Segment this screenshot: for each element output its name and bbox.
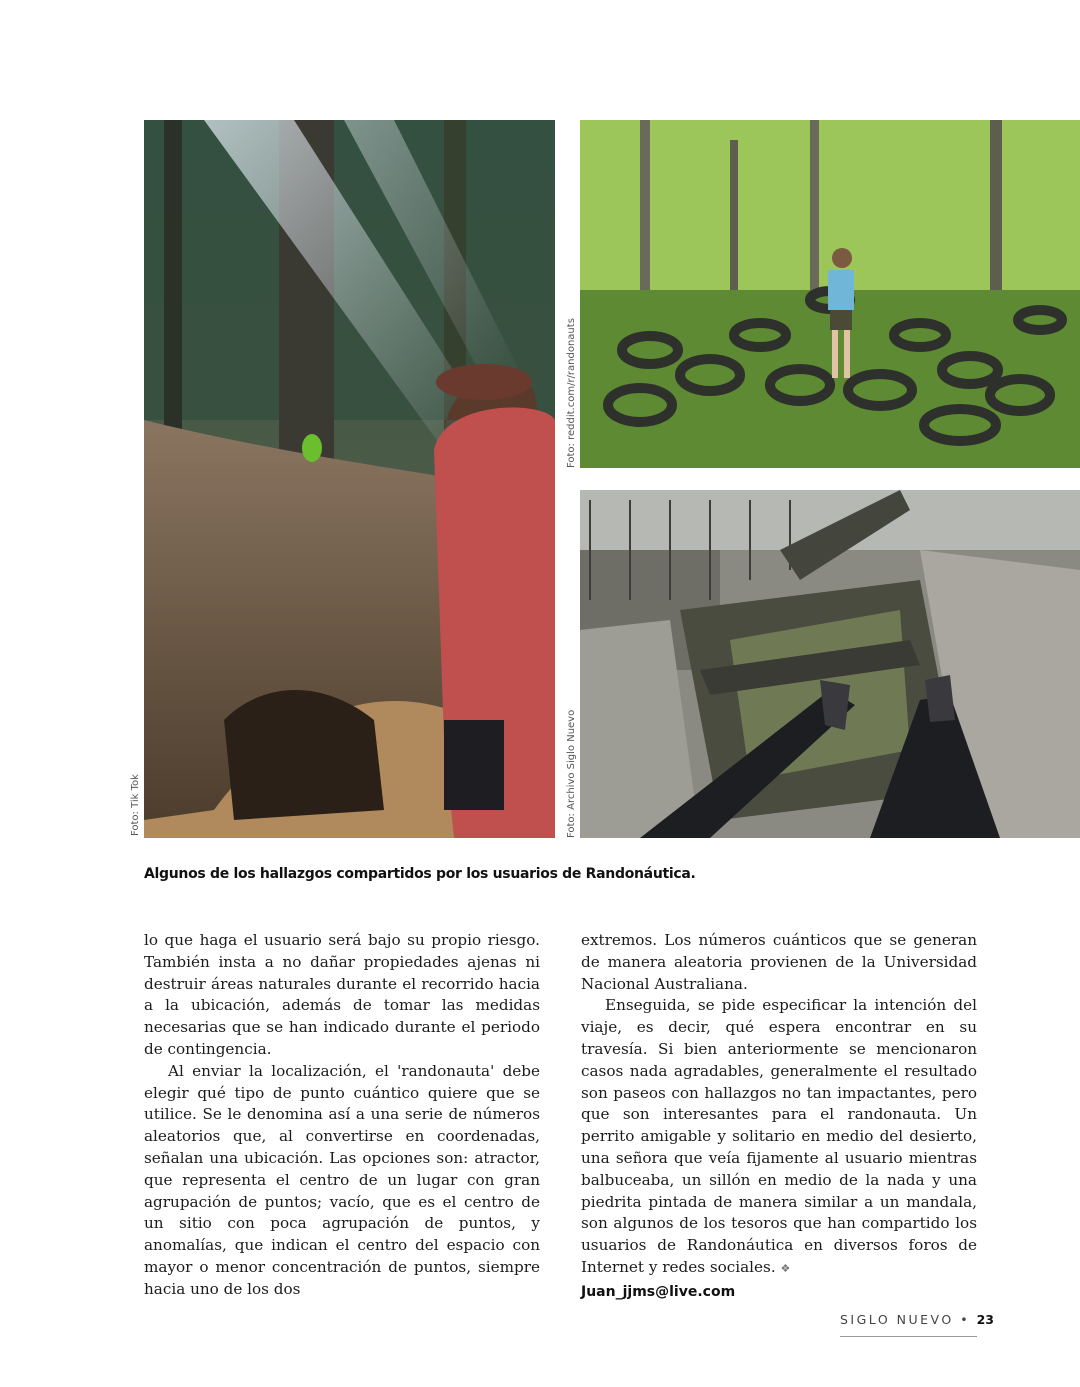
paragraph: Al enviar la localización, el 'randonauta' debe elegir qué tipo de punto cuántico quiere que se utilice. Se le denomina así a una serie de números aleatorios que, al convertirse en coordenadas, señalan una ubicación. Las opciones son: atractor, que representa el centro de un lugar con gran agrupación de puntos; vacío, que es el centro de un sitio con poca agrupación de puntos, y anomalías, que indican el centro del espacio con mayor o menor concentración de puntos, siempre hacia uno de los dos: [144, 1061, 540, 1298]
article-column-left: [144, 930, 540, 1301]
footer-rule: [840, 1336, 977, 1337]
paragraph-text: Enseguida, se pide especificar la intención del viaje, es decir, qué espera encontrar en su travesía. Si bien anteriormente se mencionaron casos nada agradables, generalmente el resultado son paseos con hallazgos no tan impactantes, pero que son interesantes para el randonauta. Un perrito amigable y solitario en medio del desierto, una señora que veía fijamente al usuario mientras balbuceaba, un sillón en medio de la nada y una piedrita pintada de manera similar a un mandala, son algunos de los tesoros que han compartido los usuarios de Randonáutica en diversos foros de Internet y redes sociales.: [581, 996, 977, 1276]
photo-credit-archivo: Foto: Archivo Siglo Nuevo: [566, 709, 577, 838]
paragraph: extremos. Los números cuánticos que se generan de manera aleatoria provienen de la Universidad Nacional Australiana.: [581, 931, 977, 993]
paragraph: [581, 995, 977, 1279]
page-number: 23: [976, 1312, 994, 1327]
photo-credit-tiktok: Foto: Tik Tok: [130, 774, 141, 836]
publication-name: SIGLO NUEVO: [840, 1312, 954, 1327]
article-column-right: [581, 930, 977, 1304]
photo-tires-forest: [580, 120, 1080, 468]
author-email: Juan_jjms@live.com: [581, 1283, 736, 1300]
photo-abandoned-pool: [580, 490, 1080, 838]
paragraph: lo que haga el usuario será bajo su propio riesgo. También insta a no dañar propiedades ajenas ni destruir áreas naturales durante el recorrido hacia a la ubicación, además de tomar las medidas necesarias que se han indicado durante el periodo de contingencia.: [144, 931, 540, 1058]
photo-credit-reddit: Foto: reddit.com/r/randonauts: [566, 318, 577, 468]
footer-separator: •: [960, 1312, 971, 1327]
photo-forest-parrot: [144, 120, 555, 838]
page-footer: [840, 1312, 994, 1327]
photo-caption: Algunos de los hallazgos compartidos por los usuarios de Randonáutica.: [144, 866, 696, 882]
end-mark-icon: ❖: [780, 1261, 791, 1275]
